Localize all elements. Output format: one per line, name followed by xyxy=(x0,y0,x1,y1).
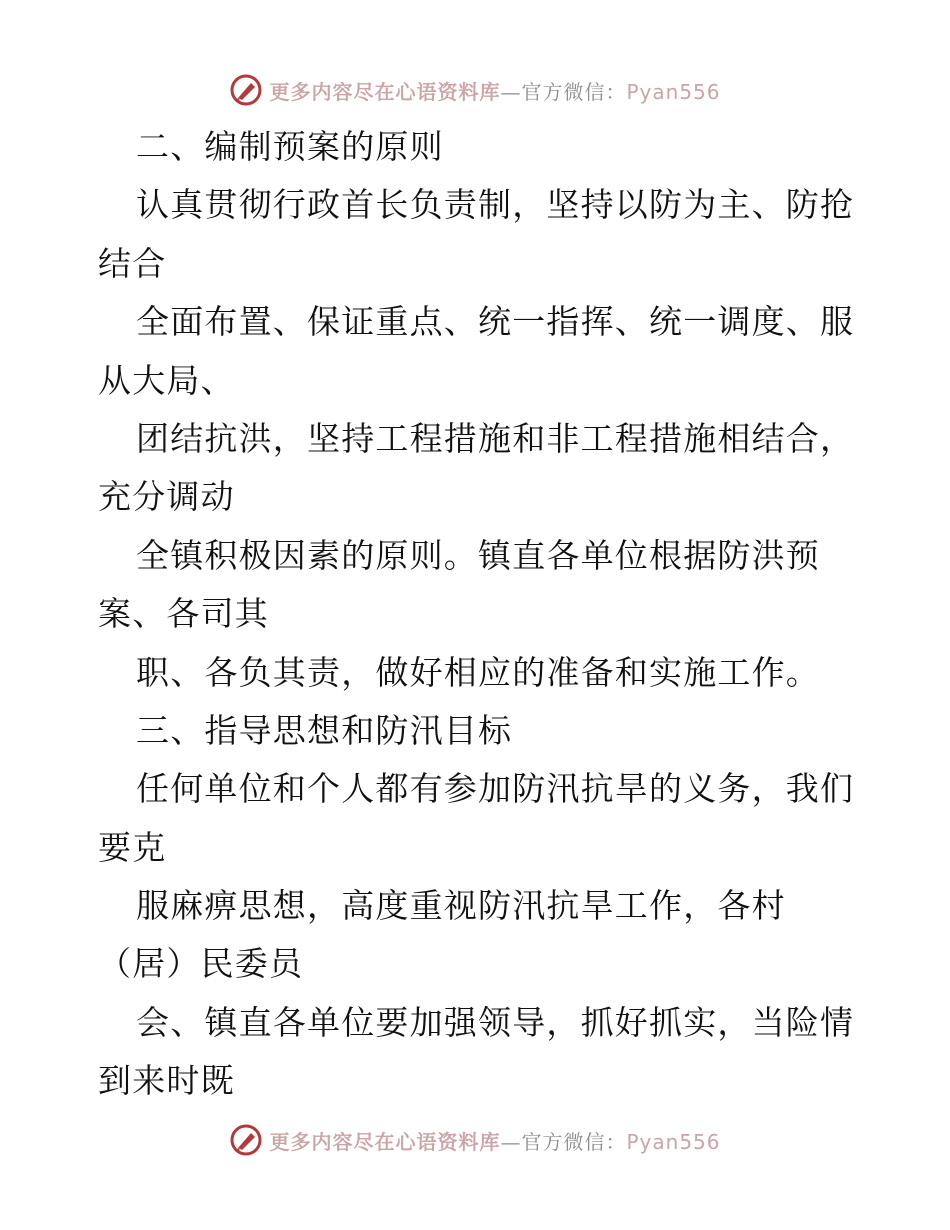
watermark-text xyxy=(269,76,720,105)
paragraph-line: 要克 xyxy=(98,827,167,867)
watermark-dash: — xyxy=(500,1129,522,1154)
pen-logo-icon xyxy=(229,73,263,107)
paragraph-line: 会、镇直各单位要加强领导，抓好抓实，当险情 xyxy=(136,1002,855,1042)
header-watermark xyxy=(0,68,950,112)
paragraph-line: 到来时既 xyxy=(98,1061,235,1101)
paragraph-line: 从大局、 xyxy=(98,360,235,400)
watermark-lead: 更多内容尽在心语资料库 xyxy=(269,79,501,104)
pen-logo-icon xyxy=(229,1123,263,1157)
watermark-tail: 官方微信： xyxy=(521,1129,627,1154)
section-heading: 三、指导思想和防汛目标 xyxy=(136,710,513,750)
paragraph-line: 结合 xyxy=(98,243,167,283)
paragraph-line: 全镇积极因素的原则。镇直各单位根据防洪预 xyxy=(136,535,820,575)
watermark-text xyxy=(269,1126,720,1155)
paragraph-line: 认真贯彻行政首长负责制，坚持以防为主、防抢 xyxy=(136,185,855,225)
paragraph-line: 全面布置、保证重点、统一指挥、统一调度、服 xyxy=(136,302,855,342)
watermark-wechat: Pyan556 xyxy=(626,79,721,104)
watermark-dash: — xyxy=(500,79,522,104)
paragraph-line: 团结抗洪，坚持工程措施和非工程措施相结合， xyxy=(136,418,855,458)
paragraph-line: 服麻痹思想，高度重视防汛抗旱工作，各村 xyxy=(136,886,786,926)
paragraph-line: 任何单位和个人都有参加防汛抗旱的义务，我们 xyxy=(136,769,855,809)
watermark-wechat: Pyan556 xyxy=(626,1129,721,1154)
paragraph-line: （居）民委员 xyxy=(98,944,304,984)
watermark-tail: 官方微信： xyxy=(521,79,627,104)
footer-watermark xyxy=(0,1118,950,1162)
paragraph-line: 职、各负其责，做好相应的准备和实施工作。 xyxy=(136,652,820,692)
watermark-lead: 更多内容尽在心语资料库 xyxy=(269,1129,501,1154)
document-body xyxy=(98,118,858,1111)
paragraph-line: 充分调动 xyxy=(98,477,235,517)
section-heading: 二、编制预案的原则 xyxy=(136,127,444,166)
paragraph-line: 案、各司其 xyxy=(98,594,269,634)
